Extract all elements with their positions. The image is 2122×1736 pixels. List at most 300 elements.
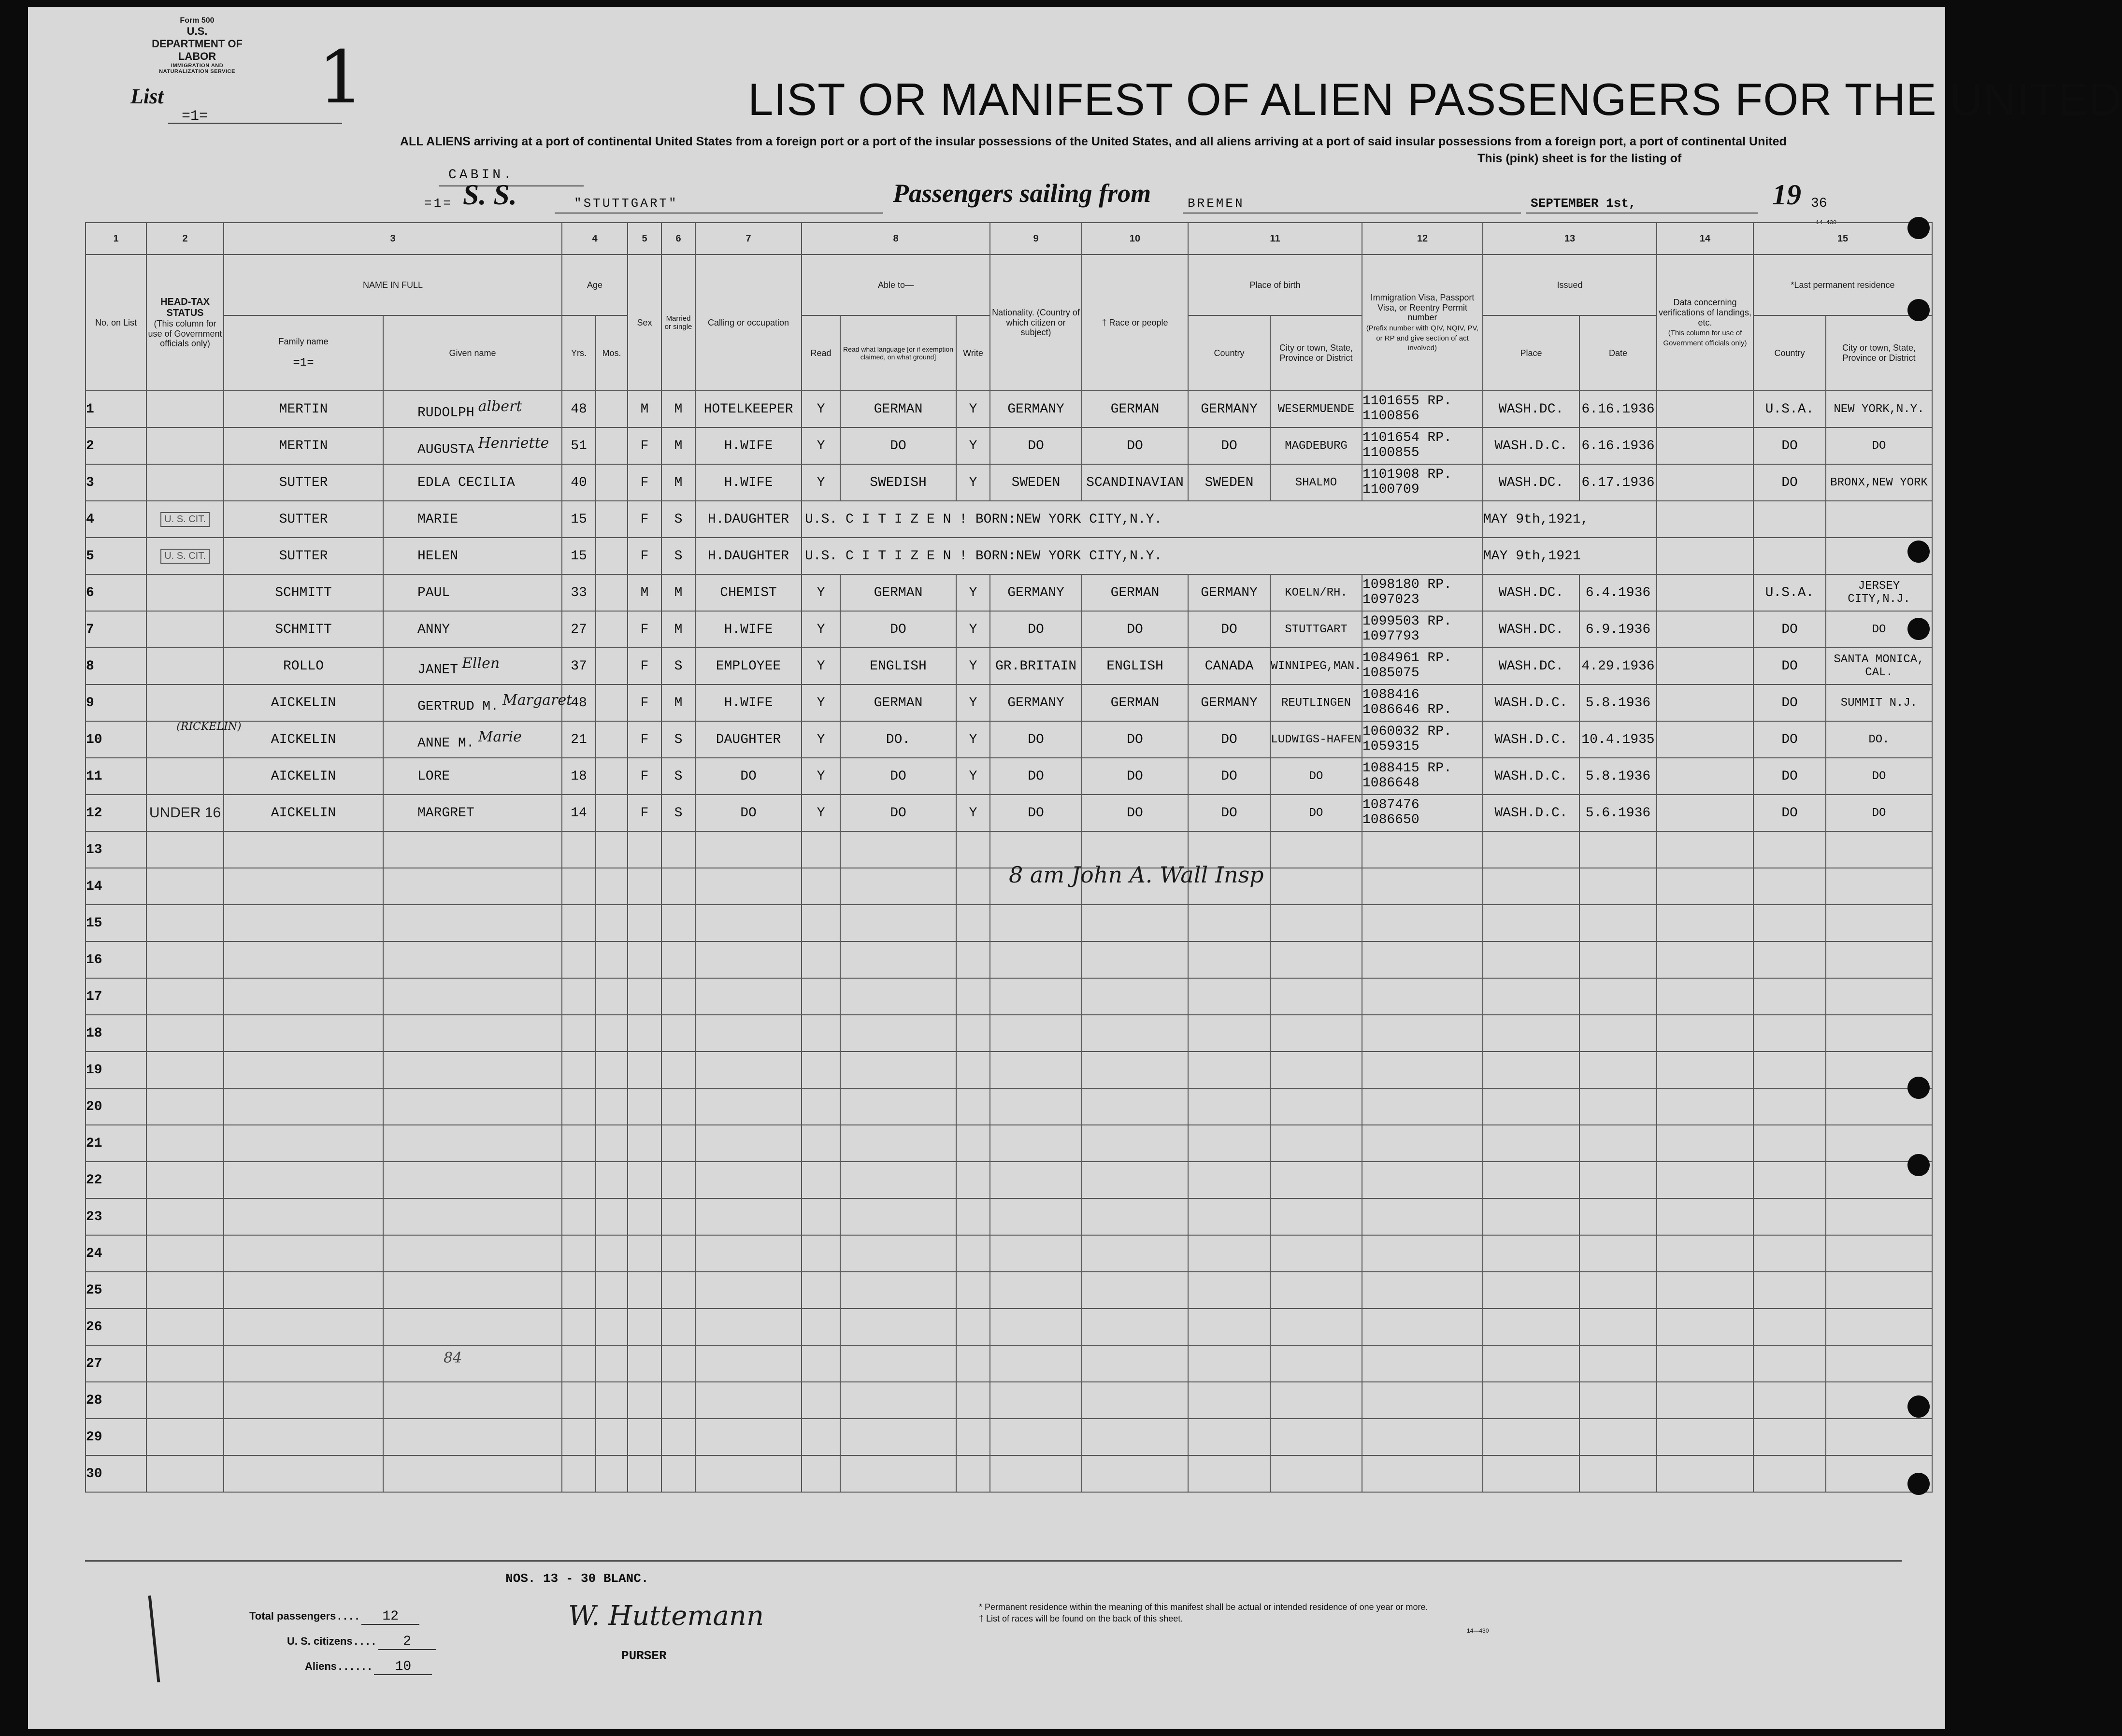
family-name-text: SUTTER xyxy=(279,548,328,564)
family-name xyxy=(224,538,383,574)
col-number: 12 xyxy=(1362,223,1483,255)
issued-date: 6.17.1936 xyxy=(1579,464,1657,501)
aliens-label: Aliens xyxy=(305,1660,337,1672)
visa-number xyxy=(1362,721,1483,758)
empty-cell xyxy=(1362,1088,1483,1125)
issued-date: 6.4.1936 xyxy=(1579,574,1657,611)
sailing-date: SEPTEMBER 1st, xyxy=(1531,196,1636,211)
write: Y xyxy=(956,758,990,795)
empty-cell xyxy=(1362,941,1483,978)
empty-cell xyxy=(802,1455,840,1492)
verifications xyxy=(1657,721,1753,758)
empty-cell xyxy=(1579,978,1657,1015)
table-row xyxy=(86,538,1932,574)
empty-cell xyxy=(1483,831,1579,868)
empty-cell xyxy=(146,1419,224,1455)
empty-cell xyxy=(695,1162,802,1198)
empty-cell xyxy=(562,1419,596,1455)
empty-cell xyxy=(956,1309,990,1345)
empty-cell xyxy=(695,1052,802,1088)
sex: M xyxy=(628,574,661,611)
empty-cell xyxy=(1826,941,1932,978)
empty-cell xyxy=(562,868,596,905)
empty-cell xyxy=(1362,1162,1483,1198)
row-number: 30 xyxy=(86,1455,146,1492)
dot-leader: . . . . . . xyxy=(339,1660,374,1672)
empty-cell xyxy=(224,941,383,978)
empty-cell xyxy=(661,868,695,905)
issued-place: WASH.D.C. xyxy=(1483,721,1579,758)
us-citizens-label: U. S. citizens xyxy=(287,1635,353,1647)
issued-date: 6.9.1936 xyxy=(1579,611,1657,648)
purser-signature: W. Huttemann xyxy=(568,1600,764,1632)
empty-cell xyxy=(224,1345,383,1382)
residence-city: DO xyxy=(1826,427,1932,464)
nationality: DO xyxy=(990,795,1082,831)
header-last-residence: *Last permanent residence xyxy=(1753,255,1932,315)
header-age: Age xyxy=(562,255,628,315)
race: GERMAN xyxy=(1082,574,1188,611)
empty-cell xyxy=(695,831,802,868)
header-head-tax-title: HEAD-TAX STATUS xyxy=(160,296,210,318)
read-language: DO xyxy=(840,427,956,464)
header-calling: Calling or occupation xyxy=(695,255,802,391)
empty-cell xyxy=(802,941,840,978)
empty-cell xyxy=(956,1382,990,1419)
department-name: U.S. DEPARTMENT OF LABOR xyxy=(152,25,243,62)
empty-cell xyxy=(695,941,802,978)
visa-line: 1060032 RP. xyxy=(1362,724,1452,740)
citizen-statement: U.S. C I T I Z E N ! BORN:NEW YORK CITY,N.Y. xyxy=(802,538,1483,574)
empty-cell xyxy=(224,1015,383,1052)
empty-cell xyxy=(1362,978,1483,1015)
header-married: Married or single xyxy=(661,255,695,391)
family-name xyxy=(224,648,383,684)
given-name xyxy=(383,538,562,574)
binder-hole xyxy=(1907,1395,1930,1418)
empty-cell xyxy=(1188,1162,1270,1198)
header-race: † Race or people xyxy=(1082,255,1188,391)
empty-cell xyxy=(661,1419,695,1455)
row-number: 7 xyxy=(86,611,146,648)
empty-cell xyxy=(802,1015,840,1052)
empty-cell xyxy=(1826,1345,1932,1382)
write: Y xyxy=(956,721,990,758)
empty-cell xyxy=(628,905,661,941)
stray-mark: 84 xyxy=(444,1350,462,1366)
header-name-in-full: NAME IN FULL xyxy=(224,255,562,315)
birth-city: DO xyxy=(1270,795,1362,831)
given-name xyxy=(383,648,562,684)
given-name xyxy=(383,574,562,611)
empty-row xyxy=(86,1052,1932,1088)
header-read-language: Read what language [or if exemption claimed, on what ground] xyxy=(840,315,956,391)
empty-cell xyxy=(1826,978,1932,1015)
empty-cell xyxy=(1753,1162,1826,1198)
verifications xyxy=(1657,684,1753,721)
header-visa-note: (Prefix number with QIV, NQIV, PV, or RP and give section of act involved) xyxy=(1366,324,1479,353)
birth-country: DO xyxy=(1188,721,1270,758)
empty-cell xyxy=(990,978,1082,1015)
empty-cell xyxy=(146,941,224,978)
empty-cell xyxy=(1657,868,1753,905)
birth-country: DO xyxy=(1188,611,1270,648)
total-passengers-value: 12 xyxy=(361,1609,419,1625)
empty-cell xyxy=(1483,941,1579,978)
binder-hole xyxy=(1907,1473,1930,1495)
empty-cell xyxy=(224,1309,383,1345)
issued-date: 6.16.1936 xyxy=(1579,427,1657,464)
verifications xyxy=(1657,464,1753,501)
empty-cell xyxy=(596,1162,628,1198)
empty-row xyxy=(86,1455,1932,1492)
read: Y xyxy=(802,758,840,795)
empty-cell xyxy=(990,1162,1082,1198)
sailing-label: Passengers sailing from xyxy=(893,179,1151,208)
empty-cell xyxy=(1188,978,1270,1015)
empty-cell xyxy=(1188,1088,1270,1125)
nationality: GR.BRITAIN xyxy=(990,648,1082,684)
visa-number xyxy=(1362,391,1483,427)
empty-cell xyxy=(840,1419,956,1455)
empty-cell xyxy=(1657,1198,1753,1235)
age-years: 21 xyxy=(562,721,596,758)
visa-line: 1085075 xyxy=(1362,666,1419,681)
empty-cell xyxy=(695,1015,802,1052)
header-visa xyxy=(1362,255,1483,391)
birth-city: STUTTGART xyxy=(1270,611,1362,648)
subtitle-line-1: ALL ALIENS arriving at a port of continental United States from a foreign port or a port of the insular possessions of the United States, and all aliens arriving at a port of said insular possessions from a foreign port, a port of continental United xyxy=(400,135,1787,148)
empty-cell xyxy=(1362,1455,1483,1492)
header-head-tax xyxy=(146,255,224,391)
table-row xyxy=(86,684,1932,721)
header-able-to: Able to— xyxy=(802,255,990,315)
sex: F xyxy=(628,538,661,574)
given-name xyxy=(383,501,562,538)
manifest-table-wrap xyxy=(85,222,1928,1560)
list-typed-number: =1= xyxy=(182,108,208,125)
empty-cell xyxy=(562,1345,596,1382)
empty-cell xyxy=(628,1382,661,1419)
age-years: 15 xyxy=(562,538,596,574)
empty-cell xyxy=(1826,831,1932,868)
empty-cell xyxy=(802,1125,840,1162)
given-name-text: HELEN xyxy=(417,548,459,564)
empty-cell xyxy=(1188,1455,1270,1492)
head-tax-status xyxy=(146,501,224,538)
empty-cell xyxy=(596,1309,628,1345)
empty-cell xyxy=(1270,1345,1362,1382)
visa-number xyxy=(1362,648,1483,684)
empty-cell xyxy=(596,1198,628,1235)
empty-cell xyxy=(224,1052,383,1088)
sex: F xyxy=(628,427,661,464)
race: SCANDINAVIAN xyxy=(1082,464,1188,501)
issued-date xyxy=(1753,538,1826,574)
empty-cell xyxy=(1753,1052,1826,1088)
empty-cell xyxy=(1082,1088,1188,1125)
empty-cell xyxy=(628,1345,661,1382)
empty-cell xyxy=(1826,1272,1932,1309)
empty-cell xyxy=(383,1015,562,1052)
birth-city: WINNIPEG,MAN. xyxy=(1270,648,1362,684)
visa-number xyxy=(1362,795,1483,831)
residence-city: SANTA MONICA, CAL. xyxy=(1826,648,1932,684)
empty-cell xyxy=(146,1309,224,1345)
empty-cell xyxy=(1362,1198,1483,1235)
residence-city: DO xyxy=(1826,758,1932,795)
empty-cell xyxy=(1188,1382,1270,1419)
empty-cell xyxy=(1483,1272,1579,1309)
empty-cell xyxy=(1579,1235,1657,1272)
binder-hole xyxy=(1907,217,1930,239)
given-name-text: GERTRUD M. xyxy=(417,699,499,714)
family-name-note: (RICKELIN) xyxy=(176,720,242,733)
issued-place: WASH.D.C. xyxy=(1483,795,1579,831)
residence-country: DO xyxy=(1753,758,1826,795)
residence-city: DO xyxy=(1826,611,1932,648)
empty-cell xyxy=(1082,1162,1188,1198)
empty-cell xyxy=(990,1345,1082,1382)
empty-cell xyxy=(596,1125,628,1162)
birth-city: REUTLINGEN xyxy=(1270,684,1362,721)
empty-cell xyxy=(1362,1272,1483,1309)
age-months xyxy=(596,648,628,684)
empty-cell xyxy=(562,1198,596,1235)
age-years: 48 xyxy=(562,684,596,721)
aliens-row xyxy=(305,1659,432,1675)
empty-cell xyxy=(1657,1015,1753,1052)
empty-cell xyxy=(224,1125,383,1162)
birth-city: LUDWIGS-HAFEN xyxy=(1270,721,1362,758)
header-sex: Sex xyxy=(628,255,661,391)
empty-cell xyxy=(956,1125,990,1162)
empty-cell xyxy=(695,1455,802,1492)
empty-cell xyxy=(840,1052,956,1088)
empty-cell xyxy=(1483,1309,1579,1345)
row-number: 5 xyxy=(86,538,146,574)
empty-cell xyxy=(1483,1455,1579,1492)
header-verifications-note: (This column for use of Government officials only) xyxy=(1663,329,1747,348)
verifications xyxy=(1657,574,1753,611)
family-name xyxy=(224,501,383,538)
residence-city: DO. xyxy=(1826,721,1932,758)
given-name-text: ANNE M. xyxy=(417,736,474,751)
empty-cell xyxy=(661,1052,695,1088)
row-number: 27 xyxy=(86,1345,146,1382)
empty-cell xyxy=(562,1162,596,1198)
sex: F xyxy=(628,611,661,648)
empty-row xyxy=(86,1345,1932,1382)
passenger-rows xyxy=(86,391,1932,1492)
col-number: 8 xyxy=(802,223,990,255)
row-number: 21 xyxy=(86,1125,146,1162)
birth-city: KOELN/RH. xyxy=(1270,574,1362,611)
given-name-note: Margaret xyxy=(502,691,573,709)
visa-line: 1101908 RP. xyxy=(1362,467,1452,483)
given-name-text: MARIE xyxy=(417,512,459,527)
col-number: 5 xyxy=(628,223,661,255)
age-months xyxy=(596,501,628,538)
empty-cell xyxy=(1362,1125,1483,1162)
age-years: 14 xyxy=(562,795,596,831)
read-language: DO xyxy=(840,795,956,831)
row-number: 13 xyxy=(86,831,146,868)
occupation: H.WIFE xyxy=(695,464,802,501)
header-mos: Mos. xyxy=(596,315,628,391)
empty-cell xyxy=(840,1272,956,1309)
married-single: M xyxy=(661,611,695,648)
empty-cell xyxy=(840,941,956,978)
verifications xyxy=(1657,758,1753,795)
family-name-text: ROLLO xyxy=(283,658,324,674)
empty-cell xyxy=(383,1235,562,1272)
age-years: 33 xyxy=(562,574,596,611)
col-number: 13 xyxy=(1483,223,1657,255)
header-verifications-title: Data concerning verifications of landings, etc. xyxy=(1658,298,1752,327)
verifications xyxy=(1657,648,1753,684)
family-name xyxy=(176,720,383,758)
empty-cell xyxy=(383,1272,562,1309)
dot-leader: . . . . xyxy=(338,1610,362,1622)
visa-line: 1084961 RP. xyxy=(1362,651,1452,666)
empty-cell xyxy=(1188,1052,1270,1088)
age-months xyxy=(596,574,628,611)
empty-cell xyxy=(224,1272,383,1309)
empty-cell xyxy=(224,1162,383,1198)
empty-cell xyxy=(695,1198,802,1235)
empty-cell xyxy=(1483,1015,1579,1052)
empty-cell xyxy=(146,1125,224,1162)
col-number: 2 xyxy=(146,223,224,255)
empty-cell xyxy=(1188,1198,1270,1235)
empty-cell xyxy=(1753,1455,1826,1492)
residence-country: DO xyxy=(1753,464,1826,501)
col-number: 6 xyxy=(661,223,695,255)
row-number: 23 xyxy=(86,1198,146,1235)
read: Y xyxy=(802,427,840,464)
empty-cell xyxy=(1270,978,1362,1015)
residence-city: SUMMIT N.J. xyxy=(1826,684,1932,721)
issued-date: 5.8.1936 xyxy=(1579,758,1657,795)
empty-cell xyxy=(1657,831,1753,868)
empty-cell xyxy=(1270,1272,1362,1309)
residence-country: U.S.A. xyxy=(1753,574,1826,611)
head-tax-status xyxy=(146,611,224,648)
empty-cell xyxy=(1753,1309,1826,1345)
empty-cell xyxy=(1188,1345,1270,1382)
header-nationality: Nationality. (Country of which citizen or subject) xyxy=(990,255,1082,391)
empty-cell xyxy=(840,1345,956,1382)
family-name-text: SUTTER xyxy=(279,512,328,527)
visa-line: 1086646 RP. xyxy=(1362,702,1452,717)
empty-cell xyxy=(1082,1125,1188,1162)
given-name xyxy=(383,684,573,721)
empty-cell xyxy=(1362,1382,1483,1419)
residence-country: DO xyxy=(1753,648,1826,684)
empty-cell xyxy=(1826,868,1932,905)
given-name-note: Marie xyxy=(478,728,522,745)
empty-cell xyxy=(1270,868,1362,905)
empty-cell xyxy=(562,1125,596,1162)
issued-place: WASH.DC. xyxy=(1483,611,1579,648)
empty-cell xyxy=(146,1455,224,1492)
race: ENGLISH xyxy=(1082,648,1188,684)
empty-cell xyxy=(383,1052,562,1088)
empty-cell xyxy=(1753,1235,1826,1272)
family-name xyxy=(224,427,383,464)
row-number: 15 xyxy=(86,905,146,941)
empty-cell xyxy=(146,1272,224,1309)
empty-cell xyxy=(146,1052,224,1088)
issued-place: WASH.D.C. xyxy=(1483,427,1579,464)
empty-cell xyxy=(596,941,628,978)
nationality: GERMANY xyxy=(990,574,1082,611)
write: Y xyxy=(956,574,990,611)
header-head-tax-note: (This column for use of Government officials only) xyxy=(148,318,222,349)
empty-cell xyxy=(224,1198,383,1235)
empty-cell xyxy=(146,831,224,868)
empty-cell xyxy=(1082,1052,1188,1088)
empty-cell xyxy=(990,1235,1082,1272)
family-name xyxy=(224,795,383,831)
row-number: 17 xyxy=(86,978,146,1015)
ss-label: S. S. xyxy=(463,179,517,211)
dot-leader: . . . . xyxy=(354,1635,378,1647)
age-months xyxy=(596,795,628,831)
empty-cell xyxy=(383,978,562,1015)
married-single: M xyxy=(661,684,695,721)
empty-cell xyxy=(224,1088,383,1125)
empty-cell xyxy=(596,1419,628,1455)
empty-cell xyxy=(1483,868,1579,905)
empty-cell xyxy=(628,1198,661,1235)
head-tax-status xyxy=(146,574,224,611)
header-res-city: City or town, State, Province or District xyxy=(1826,315,1932,391)
empty-cell xyxy=(1753,868,1826,905)
empty-cell xyxy=(1753,941,1826,978)
married-single: S xyxy=(661,795,695,831)
birth-country: DO xyxy=(1188,758,1270,795)
empty-cell xyxy=(1579,831,1657,868)
empty-cell xyxy=(840,1198,956,1235)
visa-number xyxy=(1362,574,1483,611)
empty-cell xyxy=(661,831,695,868)
empty-cell xyxy=(628,1455,661,1492)
empty-cell xyxy=(146,1345,224,1382)
row-number: 4 xyxy=(86,501,146,538)
empty-cell xyxy=(1753,1015,1826,1052)
empty-cell xyxy=(628,831,661,868)
empty-cell xyxy=(1579,1309,1657,1345)
empty-cell xyxy=(956,868,990,905)
empty-cell xyxy=(840,978,956,1015)
issued-date: 5.6.1936 xyxy=(1579,795,1657,831)
empty-cell xyxy=(1826,905,1932,941)
nationality: DO xyxy=(990,427,1082,464)
citizen-birth-date: MAY 9th,1921 xyxy=(1483,538,1657,574)
visa-line: 1099503 RP. xyxy=(1362,614,1452,629)
empty-cell xyxy=(1657,1125,1753,1162)
read: Y xyxy=(802,795,840,831)
empty-cell xyxy=(956,1272,990,1309)
row-number: 9 xyxy=(86,684,146,721)
write: Y xyxy=(956,795,990,831)
age-years: 18 xyxy=(562,758,596,795)
empty-cell xyxy=(1082,1382,1188,1419)
empty-cell xyxy=(661,1235,695,1272)
age-years: 40 xyxy=(562,464,596,501)
